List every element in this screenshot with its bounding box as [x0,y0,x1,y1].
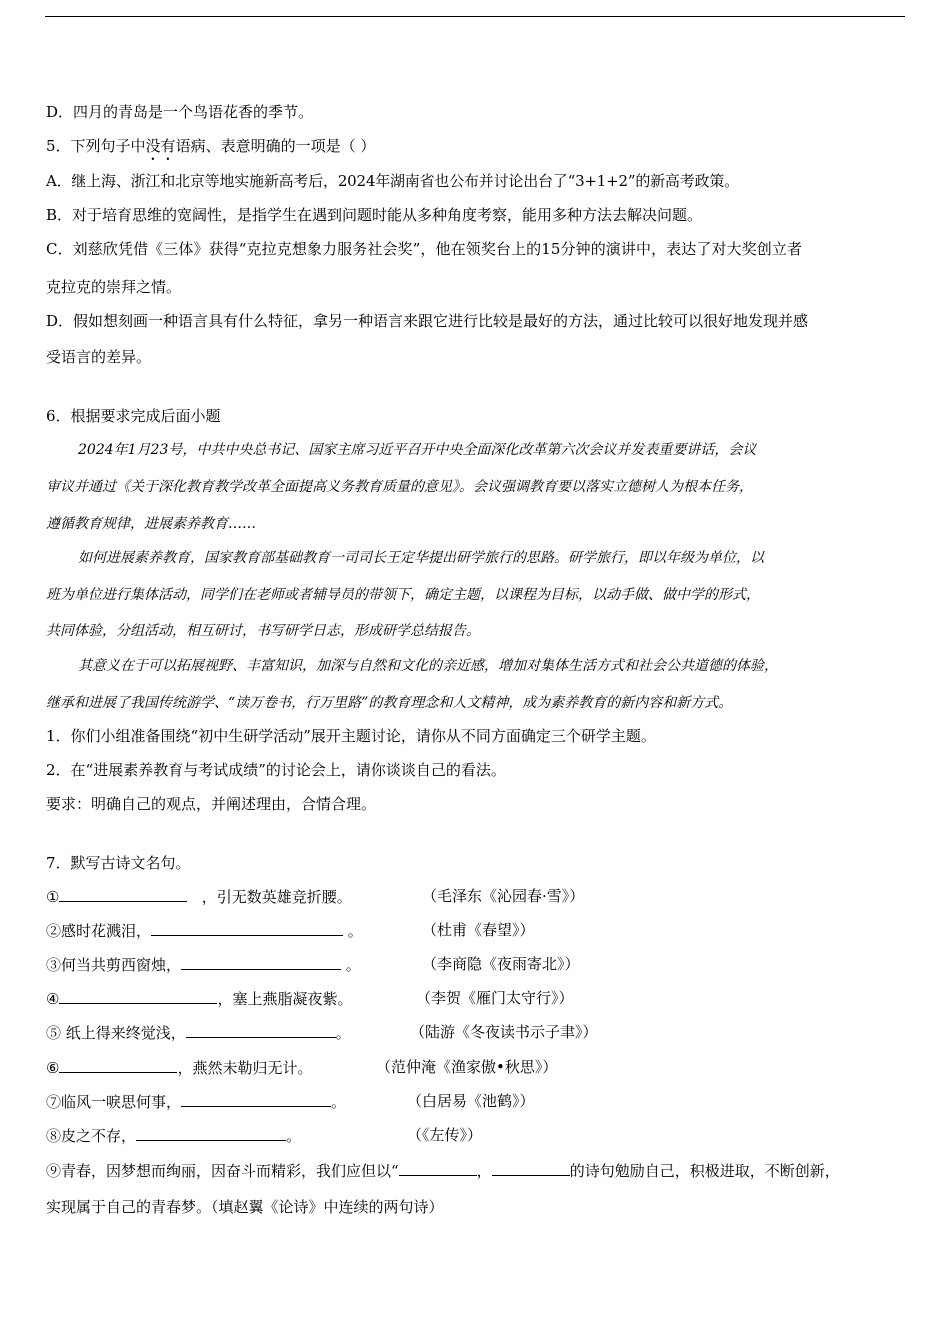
q7-item-4-source: （李贺《雁门太守行》） [416,989,574,1007]
q7-item-6: ⑥ ，燕然未勒归无计。 [46,1059,313,1077]
answer-blank[interactable] [59,886,187,902]
answer-blank[interactable] [181,1091,331,1107]
q6-subquestion-2: 2．在“进展素养教育与考试成绩”的讨论会上，请你谈谈自己的看法。 [46,761,506,779]
q5-option-c: C．刘慈欣凭借《三体》获得“克拉克想象力服务社会奖”，他在领奖台上的15分钟的演讲中，表达了对大奖创立者 [46,240,803,258]
q6-passage-line: 如何进展素养教育，国家教育部基础教育一司司长王定华提出研学旅行的思路。研学旅行，即以年级为单位，以 [78,550,764,566]
q6-passage-line: 继承和进展了我国传统游学、“读万卷书，行万里路”的教育理念和人文精神，成为素养教育的新内容和新方式。 [46,695,733,711]
answer-blank[interactable] [186,1022,336,1038]
q7-item-3: ③何当共剪西窗烛， 。 [46,956,361,974]
q7-title: 7．默写古诗文名句。 [46,854,191,872]
q5-option-d-cont: 受语言的差异。 [46,348,152,366]
q6-passage-line: 遵循教育规律，进展素养教育…… [46,516,256,532]
q6-passage-line: 2024年1月23号，中共中央总书记、国家主席习近平召开中央全面深化改革第六次会议并发表重要讲话，会议 [78,442,757,458]
q6-passage-line: 班为单位进行集体活动，同学们在老师或者辅导员的带领下，确定主题，以课程为目标，以动手做、做中学的形式， [46,587,760,603]
answer-blank[interactable] [59,988,217,1004]
q6-passage-line: 共同体验，分组活动，相互研讨，书写研学日志，形成研学总结报告。 [46,623,480,639]
q7-item-2: ②感时花溅泪， 。 [46,922,363,940]
q7-item-9: ⑨青春，因梦想而绚丽，因奋斗而精彩，我们应但以“ ， 的诗句勉励自己，积极进取，不断创新， [46,1162,840,1180]
answer-blank[interactable] [492,1160,570,1176]
q5-option-b: B．对于培育思维的宽阔性，是指学生在遇到问题时能从多种角度考察，能用多种方法去解决问题。 [46,206,703,224]
q7-item-8: ⑧皮之不存， 。 [46,1127,302,1145]
q7-item-4: ④ ，塞上燕脂凝夜紫。 [46,990,353,1008]
q7-item-8-source: （《左传》） [407,1126,483,1144]
q6-passage-line: 其意义在于可以拓展视野、丰富知识，加深与自然和文化的亲近感，增加对集体生活方式和社会公共道德的体验， [78,658,778,674]
answer-blank[interactable] [399,1160,477,1176]
answer-blank[interactable] [181,954,341,970]
q5-stem: 5．下列句子中没有语病、表意明确的一项是（ ） [46,137,376,155]
answer-blank[interactable] [59,1057,177,1073]
q6-requirement: 要求：明确自己的观点，并阐述理由，合情合理。 [46,795,377,813]
q7-item-5-source: （陆游《冬夜读书示子聿》） [410,1023,598,1041]
q7-item-7: ⑦临风一唳思何事， 。 [46,1093,347,1111]
q6-title: 6．根据要求完成后面小题 [46,407,221,425]
q5-option-c-cont: 克拉克的崇拜之情。 [46,278,182,296]
emphasis-dots: 没有 [145,137,176,155]
answer-blank[interactable] [136,1125,286,1141]
q7-item-6-source: （范仲淹《渔家傲•秋思》） [376,1058,558,1076]
q7-item-7-source: （白居易《池鹤》） [407,1092,535,1110]
q4-option-d: D．四月的青岛是一个鸟语花香的季节。 [46,103,314,121]
q7-item-1-source: （毛泽东《沁园春·雪》） [422,887,585,905]
q5-option-a: A．继上海、浙江和北京等地实施新高考后，2024年湖南省也公布并讨论出台了“3+1+2”的新高考政策。 [46,172,739,190]
q7-item-1: ① ，引无数英雄竞折腰。 [46,888,352,906]
q6-passage-line: 审议并通过《关于深化教育教学改革全面提高义务教育质量的意见》。会议强调教育要以落实立德树人为根本任务， [46,479,753,495]
q7-item-2-source: （杜甫《春望》） [422,921,535,939]
answer-blank[interactable] [151,920,343,936]
q6-subquestion-1: 1．你们小组准备围绕“初中生研学活动”展开主题讨论，请你从不同方面确定三个研学主题。 [46,727,656,745]
q7-item-9-cont: 实现属于自己的青春梦。（填赵翼《论诗》中连续的两句诗） [46,1198,444,1216]
header-rule [45,16,905,17]
q7-item-3-source: （李商隐《夜雨寄北》） [422,955,580,973]
q5-option-d: D．假如想刻画一种语言具有什么特征，拿另一种语言来跟它进行比较是最好的方法，通过比较可以很好地发现并感 [46,312,809,330]
q7-item-5: ⑤ 纸上得来终觉浅， 。 [46,1024,351,1042]
